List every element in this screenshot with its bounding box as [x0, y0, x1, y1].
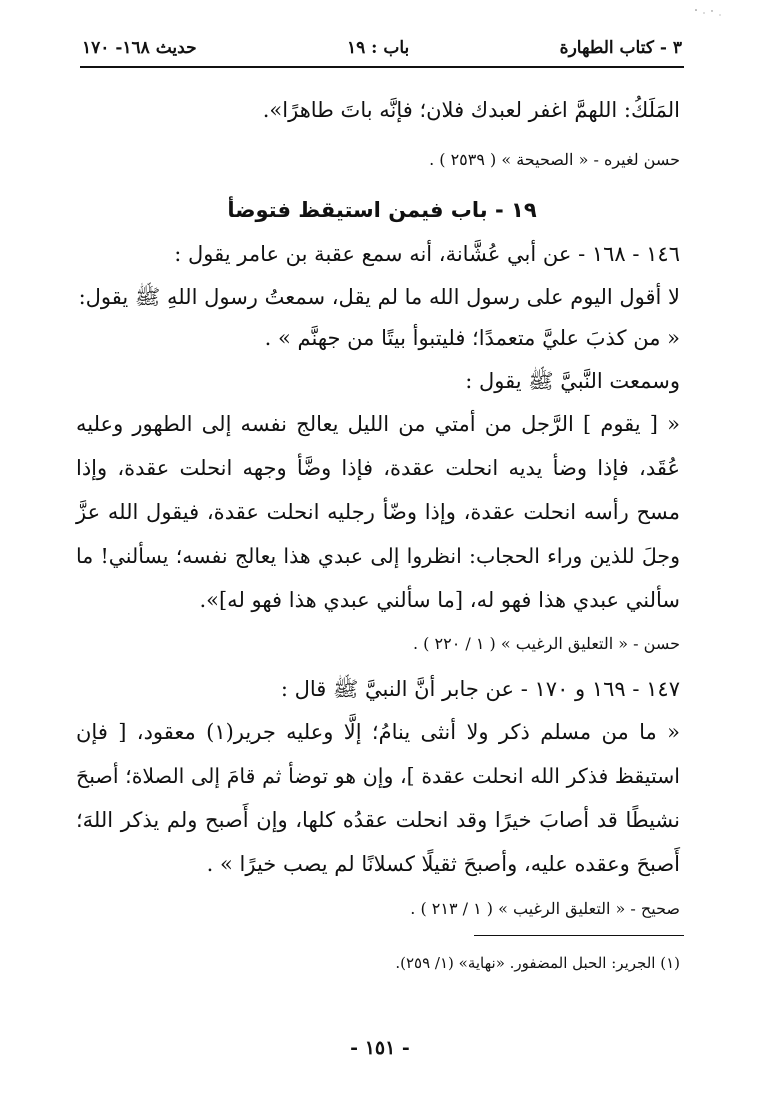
- text-line: « ما من مسلم ذكر ولا أنثى ينامُ؛ إلَّا وعليه جرير(١) معقود، [ فإن: [76, 720, 680, 744]
- hadith-intro: ١٤٦ - ١٦٨ - عن أبي عُشَّانة، أنه سمع عقبة بن عامر يقول :: [174, 242, 680, 266]
- page-number: - ١٥١ -: [350, 1037, 410, 1059]
- footnote: (١) الجرير: الحبل المضفور. «نهاية» (١/ ٢٥٩).: [395, 954, 680, 972]
- text-line: لا أقول اليوم على رسول الله ما لم يقل، سمعتُ رسول اللهِ ﷺ يقول:: [78, 285, 680, 309]
- running-header: [82, 34, 682, 62]
- scan-speck-mark: [690, 6, 730, 18]
- text-line: عُقَد، فإذا وضأ يديه انحلت عقدة، فإذا وضَّأ وجهه انحلت عقدة، وإذا: [76, 456, 680, 480]
- text-line: المَلَكُ: اللهمَّ اغفر لعبدك فلان؛ فإنَّه باتَ طاهرًا».: [262, 98, 680, 122]
- header-rule: [80, 66, 684, 68]
- text-line: أَصبحَ وعقده عليه، وأصبحَ ثقيلًا كسلانًا لم يصب خيرًا » .: [206, 852, 680, 876]
- footnote-rule: [474, 935, 684, 936]
- grading-line: حسن - « التعليق الرغيب » ( ١ / ٢٢٠ ) .: [413, 634, 680, 653]
- text-line: نشيطًا قد أصابَ خيرًا وقد انحلت عقدُه كلها، وإن أَصبح ولم يذكر اللهَ؛: [76, 808, 680, 832]
- text-line: وجلَ للذين وراء الحجاب: انظروا إلى عبدي هذا يعالج نفسه؛ يسألني! ما: [76, 544, 680, 568]
- text-line: مسح رأسه انحلت عقدة، وإذا وضّأ رجليه انحلت عقدة، فيقول الله عزَّ: [76, 500, 680, 524]
- header-hadith-range: حديث ١٦٨- ١٧٠: [82, 38, 197, 58]
- header-chapter-line: باب : ١٩: [346, 38, 410, 58]
- hadith-intro: ١٤٧ - ١٦٩ و ١٧٠ - عن جابر أنَّ النبيَّ ﷺ قال :: [280, 677, 680, 701]
- grading-line: صحيح - « التعليق الرغيب » ( ١ / ٢١٣ ) .: [410, 899, 680, 918]
- grading-line: حسن لغيره - « الصحيحة » ( ٢٥٣٩ ) .: [429, 150, 680, 169]
- text-line: « من كذبَ عليَّ متعمدًا؛ فليتبوأ بيتًا من جهنَّم » .: [264, 326, 680, 350]
- section-title: ١٩ - باب فيمن استيقظ فتوضأ: [227, 198, 537, 222]
- header-chapter: ٣ - كتاب الطهارة: [559, 38, 682, 58]
- text-line: سألني عبدي هذا فهو له، [ما سألني عبدي هذا فهو له]».: [199, 588, 680, 612]
- text-line: « [ يقوم ] الرَّجل من أمتي من الليل يعالج نفسه إلى الطهور وعليه: [76, 412, 680, 436]
- text-line: وسمعت النَّبيَّ ﷺ يقول :: [465, 369, 680, 393]
- text-line: استيقظ فذكر الله انحلت عقدة ]، وإن هو توضأ ثم قامَ إلى الصلاة؛ أصبحَ: [76, 764, 680, 788]
